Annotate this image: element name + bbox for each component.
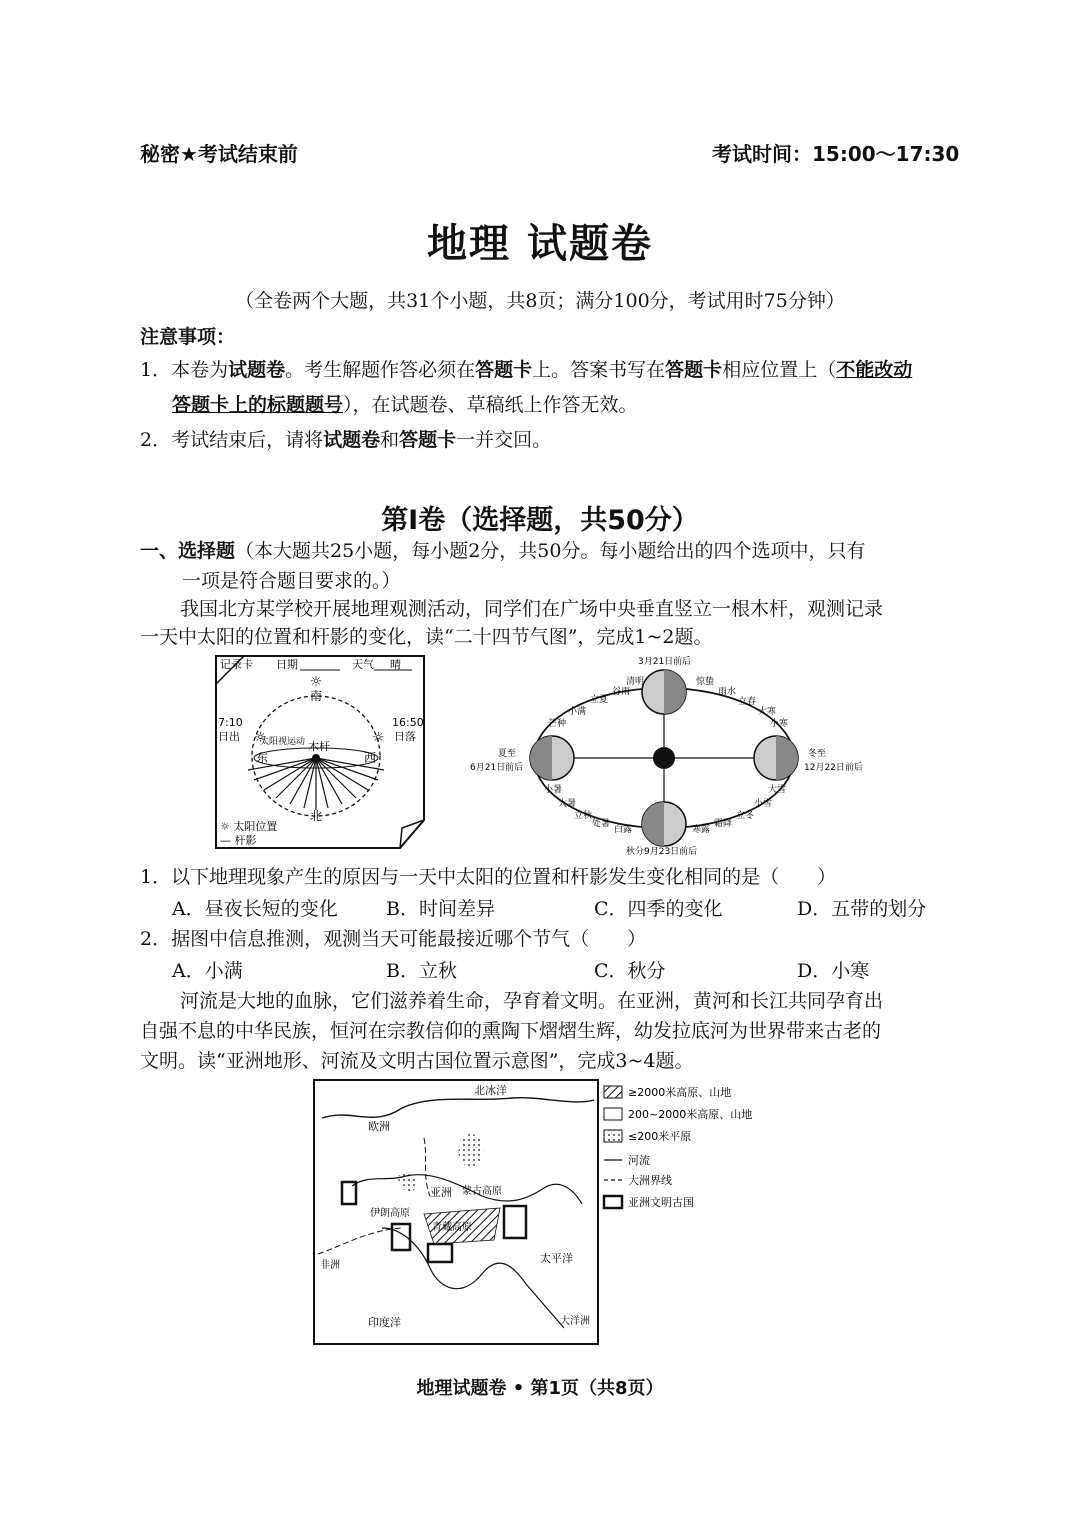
africa-label: 非洲 <box>320 1260 340 1271</box>
term-label: 大暑 <box>558 799 577 809</box>
europe-label: 欧洲 <box>368 1120 390 1133</box>
term-label: 小雪 <box>754 799 773 809</box>
bold-text: 试题卷 <box>323 429 381 451</box>
term-label: 立冬 <box>736 811 755 821</box>
autumn-label: 秋分 <box>626 847 645 857</box>
term-label: 立春 <box>738 697 757 707</box>
sunset-time: 16:50 <box>392 716 424 729</box>
text: 相应位置上（ <box>722 359 837 381</box>
q2-option-b[interactable]: B．立秋 <box>386 960 457 982</box>
term-label: 寒露 <box>692 825 711 835</box>
text: 考试结束后，请将 <box>171 429 324 451</box>
north-label: 北 <box>310 809 323 823</box>
earth-summer <box>530 736 574 780</box>
iran-label: 伊朗高原 <box>370 1208 410 1219</box>
term-label: 小满 <box>568 707 587 717</box>
sun-noon-icon: ☼ <box>309 674 323 690</box>
part-intro-cont: 一项是符合题目要求的。） <box>182 570 401 592</box>
sunrise-time: 7:10 <box>218 716 243 729</box>
notice-heading: 注意事项： <box>140 326 236 348</box>
q2-option-d[interactable]: D．小寒 <box>797 960 870 982</box>
earth-spring <box>642 670 686 714</box>
page-title: 地理 试题卷 <box>427 221 653 267</box>
term-label: 芒种 <box>548 719 567 729</box>
text: 上。答案书写在 <box>532 359 666 381</box>
earth-autumn <box>642 802 686 846</box>
question-2-stem: 2．据图中信息推测，观测当天可能最接近哪个节气（ ） <box>140 928 647 950</box>
passage2-line3: 文明。读“亚洲地形、河流及文明古国位置示意图”，完成3~4题。 <box>140 1050 694 1072</box>
winter-date: 12月22日前后 <box>804 763 863 773</box>
sun-path-label: 太阳视运动 <box>260 737 306 747</box>
term-label: 小暑 <box>544 785 563 795</box>
west-label: 西 <box>364 751 377 765</box>
asia-label: 亚洲 <box>430 1186 452 1199</box>
term-label: 立夏 <box>590 695 609 705</box>
item-number: 1． <box>140 359 172 381</box>
term-label: 霜降 <box>714 819 733 829</box>
q1-option-d[interactable]: D．五带的划分 <box>797 898 927 920</box>
q2-option-c[interactable]: C．秋分 <box>594 960 666 982</box>
q2-option-a[interactable]: A．小满 <box>172 960 243 982</box>
summer-label: 夏至 <box>498 749 517 759</box>
arctic-label: 北冰洋 <box>474 1084 507 1097</box>
term-label: 惊蛰 <box>696 677 715 687</box>
legend-sun: ☼ 太阳位置 <box>220 820 278 833</box>
oceania-label: 大洋洲 <box>560 1316 590 1327</box>
passage1-line1: 我国北方某学校开展地理观测活动，同学们在广场中央垂直竖立一根木杆，观测记录 <box>180 598 884 620</box>
bold-text: 试题卷 <box>228 359 286 381</box>
legend-text: 河流 <box>628 1154 650 1167</box>
bold-text: 答题卡 <box>399 429 457 451</box>
summer-date: 6月21日前后 <box>470 763 524 773</box>
confidential-mark: 秘密★考试结束前 <box>140 142 298 166</box>
mongolia-label: 蒙古高原 <box>462 1186 502 1197</box>
date-label: 日期 <box>276 658 298 671</box>
term-label: 处暑 <box>592 819 611 829</box>
weather-label: 天气 <box>352 658 374 671</box>
legend-text: 200~2000米高原、山地 <box>628 1108 753 1121</box>
q1-option-b[interactable]: B．时间差异 <box>386 898 495 920</box>
passage2-line1: 河流是大地的血脉，它们滋养着生命，孕育着文明。在亚洲，黄河和长江共同孕育出 <box>180 990 884 1012</box>
passage1-line2: 一天中太阳的位置和杆影的变化，读“二十四节气图”，完成1~2题。 <box>140 626 713 648</box>
notice-item-2 <box>140 425 950 455</box>
asia-map-figure <box>312 1078 782 1348</box>
sun-icon <box>653 747 675 769</box>
term-label: 立秋 <box>574 811 593 821</box>
passage2-line2: 自强不息的中华民族，恒河在宗教信仰的熏陶下熠熠生辉，幼发拉底河为世界带来古老的 <box>140 1020 882 1042</box>
term-label: 雨水 <box>718 687 737 697</box>
bold-text: 答题卡 <box>475 359 533 381</box>
earth-winter <box>754 736 798 780</box>
tibet-label: 青藏高原 <box>432 1222 472 1233</box>
text: 和 <box>380 429 400 451</box>
text: 一并交回。 <box>456 429 552 451</box>
text: （本大题共25小题，每小题2分，共50分。每小题给出的四个选项中，只有 <box>235 540 866 562</box>
legend-shadow: — 杆影 <box>220 834 257 847</box>
legend-text: 大洲界线 <box>628 1174 672 1187</box>
legend-text: ≥2000米高原、山地 <box>628 1086 732 1099</box>
term-label: 大雪 <box>768 785 787 795</box>
q1-option-c[interactable]: C．四季的变化 <box>594 898 723 920</box>
q1-option-a[interactable]: A．昼夜长短的变化 <box>172 898 338 920</box>
top-date: 3月21日前后 <box>638 657 692 667</box>
sun-record-card-figure <box>212 652 430 852</box>
pacific-label: 太平洋 <box>540 1252 573 1265</box>
winter-label: 冬至 <box>808 749 827 759</box>
indian-ocean-label: 印度洋 <box>368 1316 401 1329</box>
term-label: 小寒 <box>770 719 789 729</box>
legend-text: 亚洲文明古国 <box>628 1196 694 1209</box>
bold-text: 答题卡 <box>665 359 723 381</box>
question-1-stem: 1．以下地理现象产生的原因与一天中太阳的位置和杆影发生变化相同的是（ ） <box>140 866 837 888</box>
solar-terms-orbit-figure <box>468 654 868 864</box>
underlined-text: 答题卡上的标题题号 <box>172 394 344 416</box>
text: 本卷为 <box>171 359 229 381</box>
term-label: 谷雨 <box>612 687 631 697</box>
south-label: 南 <box>310 689 323 703</box>
underlined-text: 不能改动 <box>836 359 913 381</box>
autumn-date: 9月23日前后 <box>644 847 698 857</box>
section-title: 第Ⅰ卷（选择题，共50分） <box>381 505 699 536</box>
legend-text: ≤200米平原 <box>628 1130 692 1143</box>
term-label: 清明 <box>626 677 645 687</box>
term-label: 白露 <box>614 825 633 835</box>
part-intro <box>140 536 960 566</box>
map-legend <box>604 1085 752 1209</box>
east-label: 东 <box>256 751 269 765</box>
pole-label: 木杆 <box>308 740 330 753</box>
text: ），在试题卷、草稿纸上作答无效。 <box>343 394 638 416</box>
part-label: 一、选择题 <box>140 540 236 562</box>
sun-set-icon: ☼ <box>372 730 385 746</box>
page-subtitle: （全卷两个大题，共31个小题，共8页；满分100分，考试用时75分钟） <box>235 290 845 312</box>
sunset-label: 日落 <box>394 730 416 743</box>
notice-item-1 <box>140 355 950 385</box>
sun-rise-icon: ☼ <box>254 730 267 746</box>
notice-item-1-cont <box>172 390 952 420</box>
item-number: 2． <box>140 429 172 451</box>
weather-value: 晴 <box>390 658 401 671</box>
page-footer: 地理试题卷 • 第1页（共8页） <box>416 1378 664 1399</box>
sunrise-label: 日出 <box>218 730 240 743</box>
term-label: 大寒 <box>758 707 777 717</box>
exam-time: 考试时间：15:00～17:30 <box>712 142 960 166</box>
text: 。考生解题作答必须在 <box>285 359 476 381</box>
card-label: 记录卡 <box>220 658 253 671</box>
